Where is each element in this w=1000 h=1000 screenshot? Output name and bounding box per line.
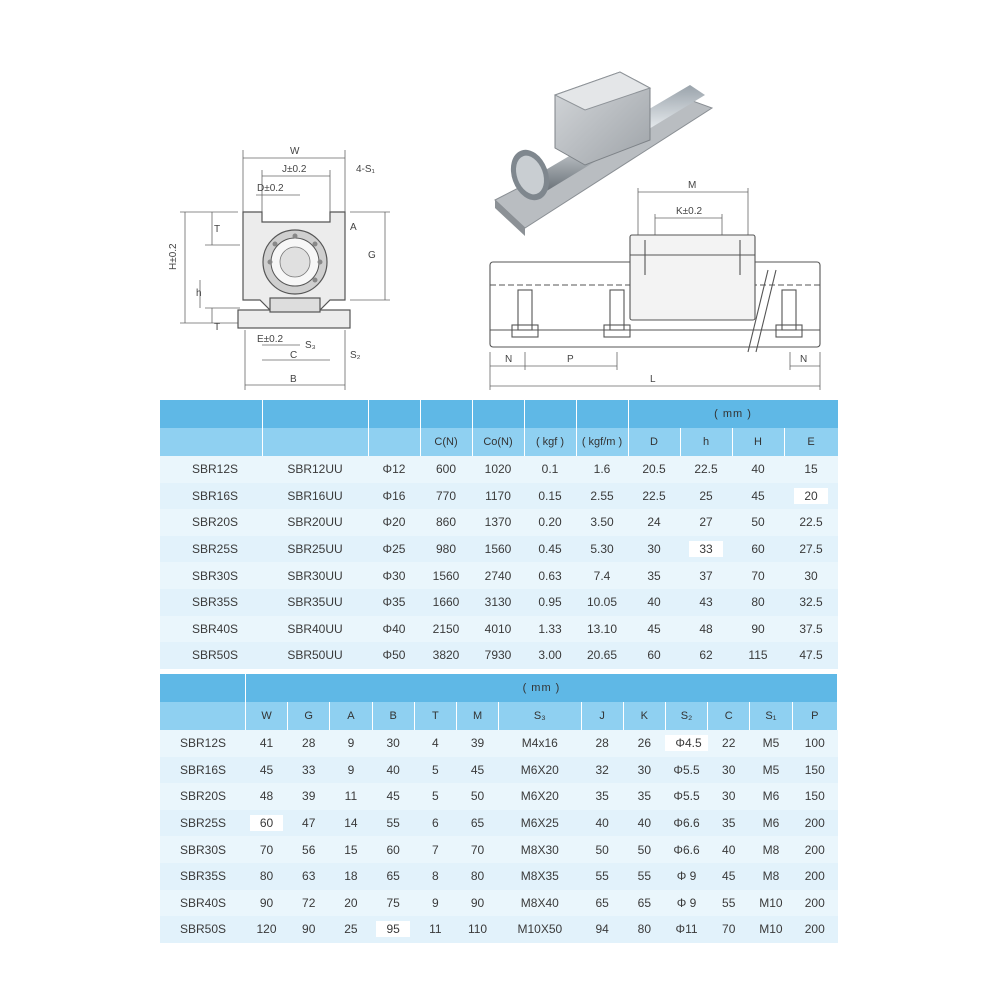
table2-cell: 90 [245,890,287,917]
table2-cell: 30 [708,783,750,810]
table2-cell: 65 [372,863,414,890]
table2-col-header: S₂ [665,702,707,730]
spec-table-load [160,400,839,669]
table1-cell: 7930 [472,642,524,669]
table2-row [160,730,838,757]
table2-cell: M5 [750,730,792,757]
table2-row [160,810,838,837]
table2-cell: M8X40 [499,890,581,917]
table1-row [160,456,838,483]
table2-cell: 30 [708,757,750,784]
table1-cell-value: 33 [689,541,722,557]
table2-cell: 200 [792,810,837,837]
label-J: J±0.2 [282,164,307,175]
table1-row [160,642,838,669]
table1-cell: 4010 [472,616,524,643]
table1-cell: 0.95 [524,589,576,616]
table2-cell: 100 [792,730,837,757]
table1-cell: 45 [732,483,784,510]
table2-cell: 14 [330,810,372,837]
table2-cell: 94 [581,916,623,943]
table2-cell: 5 [414,783,456,810]
table2-cell: SBR25S [160,810,245,837]
table1-cell: SBR12S [160,456,262,483]
table2-cell: 4 [414,730,456,757]
table2-cell: 80 [456,863,498,890]
table1-cell: 2740 [472,562,524,589]
table1-cell: 90 [732,616,784,643]
table1-cell: Φ16 [368,483,420,510]
table2-cell: 72 [288,890,330,917]
table1-col-header [262,428,368,456]
table1-cell: 40 [628,589,680,616]
table2-row [160,757,838,784]
table1-cell: 1.33 [524,616,576,643]
table2-cell: 9 [414,890,456,917]
table1-cell: 7.4 [576,562,628,589]
table2-cell: 120 [245,916,287,943]
table1-cell: Φ50 [368,642,420,669]
table2-cell: 65 [623,890,665,917]
table1-cell: 2.55 [576,483,628,510]
table1-col-header: E [784,428,838,456]
table1-cell: SBR12UU [262,456,368,483]
table1-cell: 40 [732,456,784,483]
table2-row [160,863,838,890]
table2-cell: 7 [414,836,456,863]
table1-cell: 22.5 [784,509,838,536]
table1-cell: 600 [420,456,472,483]
table1-cell: SBR50S [160,642,262,669]
table2-cell: 11 [330,783,372,810]
side-view-drawing [480,180,830,395]
table2-cell: 35 [708,810,750,837]
label-T2: T [214,322,221,333]
table1-cell: SBR20UU [262,509,368,536]
table1-row [160,562,838,589]
label-K: K±0.2 [676,206,703,217]
table2-cell: M6X20 [499,783,581,810]
table2-cell: 75 [372,890,414,917]
table2-cell: 50 [581,836,623,863]
table2-col-header: S₃ [499,702,581,730]
table1-cell: 32.5 [784,589,838,616]
table2-cell: 20 [330,890,372,917]
table2-cell: 70 [708,916,750,943]
table2-cell: M6 [750,783,792,810]
table2-cell: 65 [581,890,623,917]
table2-cell: 50 [456,783,498,810]
table2-cell: 55 [581,863,623,890]
table2-col-header: T [414,702,456,730]
table2-cell: SBR30S [160,836,245,863]
table1-cell: SBR25S [160,536,262,563]
table2-cell: 50 [623,836,665,863]
table2-cell: 30 [372,730,414,757]
table1-header [160,428,838,456]
table1-col-header: D [628,428,680,456]
table1-cell: 37.5 [784,616,838,643]
table2-cell: 28 [288,730,330,757]
table1-cell: SBR35UU [262,589,368,616]
label-E: E±0.2 [257,334,284,345]
table2-cell: 35 [581,783,623,810]
table2-col-header: B [372,702,414,730]
table1-cell: SBR30S [160,562,262,589]
cross-section-drawing [160,140,400,395]
table2-cell: 6 [414,810,456,837]
table1-cell: SBR40S [160,616,262,643]
table1-cell: SBR40UU [262,616,368,643]
table2-cell: SBR50S [160,916,245,943]
table2-cell: 80 [245,863,287,890]
table1-row [160,616,838,643]
table2-cell: Φ5.5 [665,757,707,784]
table1-unit-label: ( mm ) [628,400,838,428]
table1-col-header: Co(N) [472,428,524,456]
table1-cell: 1170 [472,483,524,510]
table2-cell: M8X35 [499,863,581,890]
table1-cell: 48 [680,616,732,643]
table1-cell: 3130 [472,589,524,616]
table2-cell: 45 [372,783,414,810]
label-S2: S₂ [350,350,361,361]
table2-cell-value: 60 [250,815,283,831]
table2-cell: 9 [330,757,372,784]
table1-col-header: h [680,428,732,456]
table1-cell: Φ40 [368,616,420,643]
table1-cell: 3.00 [524,642,576,669]
label-P: P [567,354,574,365]
table1-cell: 30 [784,562,838,589]
table1-col-header: C(N) [420,428,472,456]
table1-cell: 45 [628,616,680,643]
table1-cell: 1660 [420,589,472,616]
table2-cell: Φ5.5 [665,783,707,810]
table2-cell: SBR20S [160,783,245,810]
table1-cell: SBR25UU [262,536,368,563]
table2-cell-value: Φ4.5 [665,735,707,751]
table1-cell: 0.45 [524,536,576,563]
label-A: A [350,222,357,233]
table2-cell: 110 [456,916,498,943]
table1-cell: 13.10 [576,616,628,643]
table2-cell: SBR16S [160,757,245,784]
table1-cell: 3820 [420,642,472,669]
table1-cell: 80 [732,589,784,616]
table1-cell: 60 [732,536,784,563]
table2-cell: M8X30 [499,836,581,863]
table2-cell: SBR35S [160,863,245,890]
table2-cell: 40 [623,810,665,837]
table1-cell: 1020 [472,456,524,483]
table2-cell: 55 [623,863,665,890]
table1-cell: 20.65 [576,642,628,669]
table2-cell: 90 [288,916,330,943]
table1-header-top [160,400,838,428]
table2-cell: 25 [330,916,372,943]
table2-cell: 11 [414,916,456,943]
table1-cell: Φ30 [368,562,420,589]
table2-cell: 70 [245,836,287,863]
table2-cell: 55 [372,810,414,837]
table2-cell-value: 95 [376,921,409,937]
table1-cell: Φ12 [368,456,420,483]
table2-cell: M5 [750,757,792,784]
table2-cell [372,916,414,943]
table2-cell: M6X25 [499,810,581,837]
table1-cell: 50 [732,509,784,536]
table1-cell: 2150 [420,616,472,643]
table2-header [160,702,838,730]
table2-cell: 8 [414,863,456,890]
table2-cell: 41 [245,730,287,757]
table2-col-header: K [623,702,665,730]
table2-cell: 26 [623,730,665,757]
table1-cell: 0.1 [524,456,576,483]
table2-cell: M8 [750,863,792,890]
table1-cell: Φ35 [368,589,420,616]
table1-cell: SBR20S [160,509,262,536]
table2-col-header: W [245,702,287,730]
table2-cell: 200 [792,836,837,863]
table2-cell: M8 [750,836,792,863]
table2-cell: 28 [581,730,623,757]
table2-cell: 200 [792,863,837,890]
table2-cell: 150 [792,757,837,784]
table1-cell: 20.5 [628,456,680,483]
table2-cell: 45 [456,757,498,784]
table1-cell: Φ25 [368,536,420,563]
table2-col-header [160,702,245,730]
label-S1: 4-S₁ [356,164,375,175]
table1-col-header [368,428,420,456]
table1-cell: SBR35S [160,589,262,616]
table2-cell: 56 [288,836,330,863]
table2-col-header: M [456,702,498,730]
table2-cell: Φ6.6 [665,836,707,863]
table1-col-header: H [732,428,784,456]
table2-cell: 18 [330,863,372,890]
table1-cell: 15 [784,456,838,483]
table1-cell: 22.5 [680,456,732,483]
table1-cell: 60 [628,642,680,669]
table1-cell: 24 [628,509,680,536]
table2-cell: M6 [750,810,792,837]
table1-cell: 0.63 [524,562,576,589]
table2-cell: 33 [288,757,330,784]
table2-cell: M10 [750,890,792,917]
table2-cell: SBR40S [160,890,245,917]
table2-unit-label: ( mm ) [245,674,837,702]
table2-cell: SBR12S [160,730,245,757]
table2-cell: Φ 9 [665,890,707,917]
table1-cell: 27.5 [784,536,838,563]
label-M: M [688,180,697,191]
table1-cell: 980 [420,536,472,563]
label-H: H±0.2 [168,243,179,270]
label-N2: N [800,354,808,365]
table2-cell: 15 [330,836,372,863]
table2-cell: M10 [750,916,792,943]
label-L: L [650,374,656,385]
table2-row [160,890,838,917]
table2-cell: 65 [456,810,498,837]
table1-cell: SBR30UU [262,562,368,589]
table2-cell: 48 [245,783,287,810]
table1-cell: 70 [732,562,784,589]
table2-cell: Φ6.6 [665,810,707,837]
table2-cell: 40 [372,757,414,784]
table2-col-header: A [330,702,372,730]
table2-cell: 32 [581,757,623,784]
label-h: h [196,288,202,299]
table1-cell: Φ20 [368,509,420,536]
table1-cell [680,536,732,563]
table2-cell: 30 [623,757,665,784]
table1-cell: 10.05 [576,589,628,616]
table2-cell: 39 [288,783,330,810]
table1-cell: 5.30 [576,536,628,563]
label-W: W [290,146,300,157]
table2-col-header: C [708,702,750,730]
table1-cell: 35 [628,562,680,589]
table1-cell-value: 20 [794,488,827,504]
table1-cell: 27 [680,509,732,536]
label-N: N [505,354,513,365]
table2-cell: 200 [792,916,837,943]
table1-col-header: ( kgf ) [524,428,576,456]
table2-cell: 40 [581,810,623,837]
table1-cell: SBR16S [160,483,262,510]
table2-cell: 55 [708,890,750,917]
table2-cell: 60 [372,836,414,863]
table2-cell: Φ 9 [665,863,707,890]
label-C: C [290,350,298,361]
table2-cell [245,810,287,837]
table2-cell: 45 [245,757,287,784]
table1-cell: 43 [680,589,732,616]
table1-row [160,589,838,616]
table1-col-header [160,428,262,456]
table2-cell: Φ11 [665,916,707,943]
table1-cell: 25 [680,483,732,510]
table2-cell: 45 [708,863,750,890]
table1-cell: 3.50 [576,509,628,536]
table1-cell: 0.20 [524,509,576,536]
table1-cell: 22.5 [628,483,680,510]
table1-cell: 1370 [472,509,524,536]
table1-row [160,536,838,563]
table2-col-header: G [288,702,330,730]
table2-cell: 80 [623,916,665,943]
table1-cell: 37 [680,562,732,589]
table2-cell: 9 [330,730,372,757]
table1-cell: SBR50UU [262,642,368,669]
table2-cell: M10X50 [499,916,581,943]
label-T: T [214,224,221,235]
table2-cell: 63 [288,863,330,890]
table2-col-header: S₁ [750,702,792,730]
table2-row [160,916,838,943]
table2-cell [665,730,707,757]
label-G: G [368,250,376,261]
label-B: B [290,374,297,385]
table2-cell: 40 [708,836,750,863]
table2-cell: M6X20 [499,757,581,784]
table1-cell: 770 [420,483,472,510]
table1-cell: 1560 [420,562,472,589]
table1-cell: 47.5 [784,642,838,669]
table1-cell: 1560 [472,536,524,563]
table2-cell: 90 [456,890,498,917]
table1-cell: 0.15 [524,483,576,510]
table1-cell: 115 [732,642,784,669]
table2-cell: 200 [792,890,837,917]
table1-col-header: ( kgf/m ) [576,428,628,456]
label-S3: S₃ [305,340,316,351]
table2-cell: M4x16 [499,730,581,757]
table1-cell: SBR16UU [262,483,368,510]
table1-cell: 860 [420,509,472,536]
table2-cell: 47 [288,810,330,837]
table1-cell: 30 [628,536,680,563]
label-D: D±0.2 [257,183,284,194]
table1-cell [784,483,838,510]
table2-cell: 150 [792,783,837,810]
table2-row [160,783,838,810]
table2-col-header: P [792,702,837,730]
table2-col-header: J [581,702,623,730]
table2-row [160,836,838,863]
table1-row [160,509,838,536]
table2-cell: 5 [414,757,456,784]
table1-cell: 62 [680,642,732,669]
table2-cell: 39 [456,730,498,757]
spec-table-dimensions [160,674,838,943]
table2-header-top [160,674,838,702]
table2-cell: 35 [623,783,665,810]
table2-cell: 22 [708,730,750,757]
table2-cell: 70 [456,836,498,863]
table1-row [160,483,838,510]
table1-cell: 1.6 [576,456,628,483]
